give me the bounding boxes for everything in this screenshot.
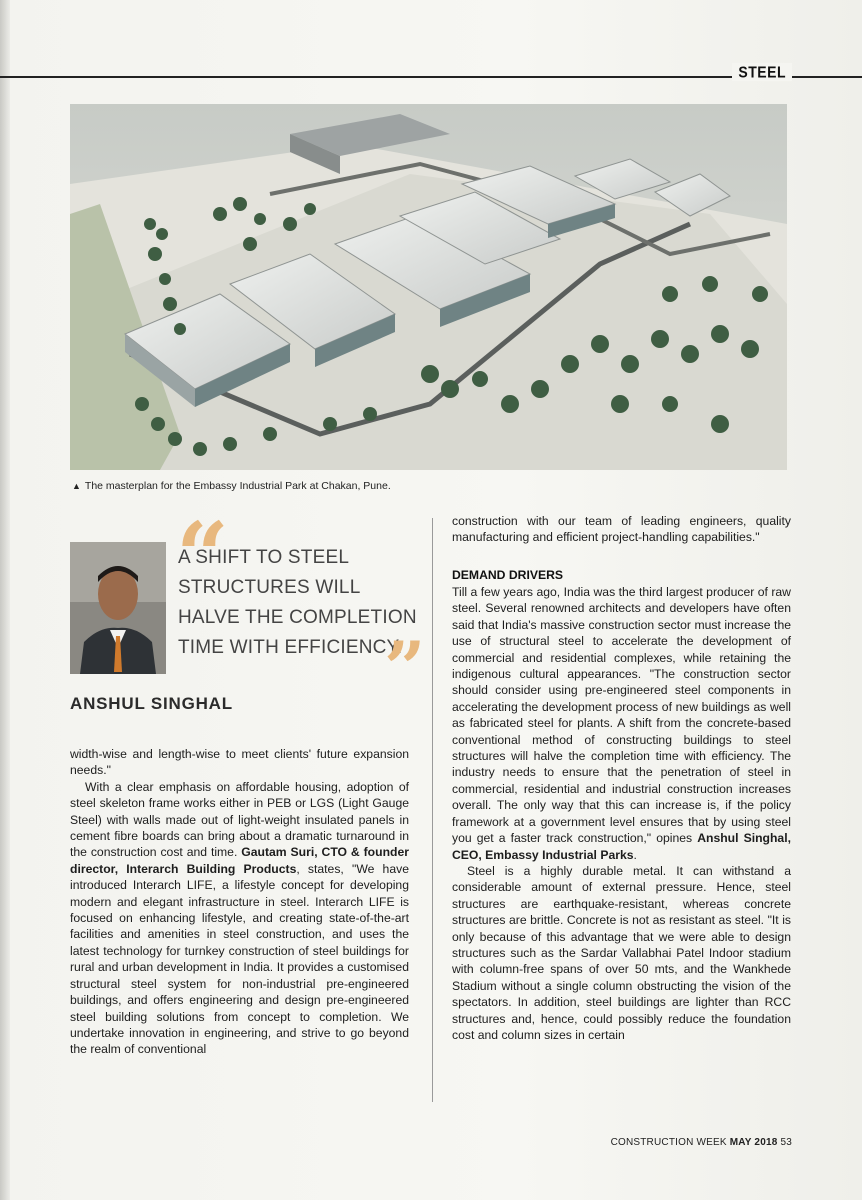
pull-quote-line: HALVE THE COMPLETION: [178, 607, 417, 628]
text-run: , states, "We have introduced Interarch LIFE, a lifestyle concept for developing modern and elegant infrastructure in steel. Interarch LIFE is focused on enhancing lifestyle, and creating state-of-the-art facilities and amenities in steel construction, and uses the latest technology for turnkey construction of steel buildings for rural and urban development in India. It provides a customised structural steel system for non-industrial pre-engineered buildings, and offers engineering and design pre-engineered steel building solutions from concept to completion. We undertake innovation in engineering, and strive to go beyond the realm of conventional: [70, 861, 409, 1057]
section-subhead: DEMAND DRIVERS: [452, 568, 564, 582]
speaker-name: Gautam Suri, CTO & founder director, Interarch Building Products: [70, 845, 409, 876]
paragraph: [70, 779, 409, 1058]
paragraph: construction with our team of leading engineers, quality manufacturing and efficient project-handling capabilities.": [452, 514, 791, 545]
text-run: With a clear emphasis on affordable housing, adoption of steel skeleton frame works either in PEB or LGS (Light Gauge Steel) with walls made out of light-weight insulated panels in cement fibre boards can bring about a dramatic turnaround in the construction cost and time.: [70, 779, 409, 860]
close-quote-icon: ”: [384, 625, 426, 710]
right-column-text: [452, 584, 791, 1043]
magazine-name: CONSTRUCTION WEEK: [610, 1137, 727, 1148]
image-caption: [72, 480, 391, 492]
text-run: Till a few years ago, India was the third largest producer of raw steel. Several renowned architects and developers have often said that India's massive construction sector must increase the use of structural steel to accelerate the development of commercial and residential complexes, while retaining the indigenous cultural appearances. "The construction sector should consider using pre-engineered steel components in accelerating the development process of new buildings as well as fabricated steel for plants. A shift from the concrete-based conventional method of constructing buildings to steel structures will halve the completion time with efficiency. The industry needs to ensure that the penetration of steel in commercial, residential and industrial construction increases overall. The only way that this can increase is, if the policy framework at a government level ensures that by using steel you get a faster track construction," opines: [452, 585, 791, 846]
issue-date: MAY 2018: [729, 1137, 778, 1148]
pull-quote-line: STRUCTURES WILL: [178, 577, 361, 598]
speaker-name: Anshul Singhal, CEO, Embassy Industrial Parks: [452, 831, 791, 862]
paragraph: width-wise and length-wise to meet clients' future expansion needs.": [70, 747, 409, 778]
left-column-text: [70, 746, 409, 1058]
text-run: .: [633, 847, 637, 862]
page-footer: [611, 1137, 792, 1148]
paragraph: Steel is a highly durable metal. It can withstand a considerable amount of external pressure. Hence, steel structures are earthquake-resistant, whereas concrete structures are brittle. Concrete is not as resistant as steel. "It is only because of this advantage that we were able to design structures such as the Sardar Vallabhai Patel Indoor stadium with column-free spans of over 50 mts, and the Wankhede Stadium without a single column obstructing the vision of the spectators. In addition, steel buildings are lighter than RCC structures and, hence, could possibly reduce the foundation cost and column sizes in certain: [452, 863, 791, 1042]
right-column-continued: [452, 513, 791, 546]
page-number: 53: [780, 1137, 792, 1148]
triangle-up-icon: ▲: [72, 481, 81, 491]
pull-quote-line: TIME WITH EFFICIENCY.: [178, 637, 403, 658]
page-gutter: [0, 0, 10, 1200]
caption-text: The masterplan for the Embassy Industrial Park at Chakan, Pune.: [84, 480, 391, 492]
masterplan-aerial-image: [70, 104, 787, 470]
paragraph: [452, 584, 791, 863]
anshul-singhal-portrait: [70, 542, 166, 674]
open-quote-icon: “: [176, 502, 229, 610]
section-label: STEEL: [732, 63, 792, 81]
pull-quote-attribution: ANSHUL SINGHAL: [70, 694, 233, 713]
pull-quote-line: A SHIFT TO STEEL: [178, 547, 350, 568]
column-divider: [432, 518, 433, 1102]
